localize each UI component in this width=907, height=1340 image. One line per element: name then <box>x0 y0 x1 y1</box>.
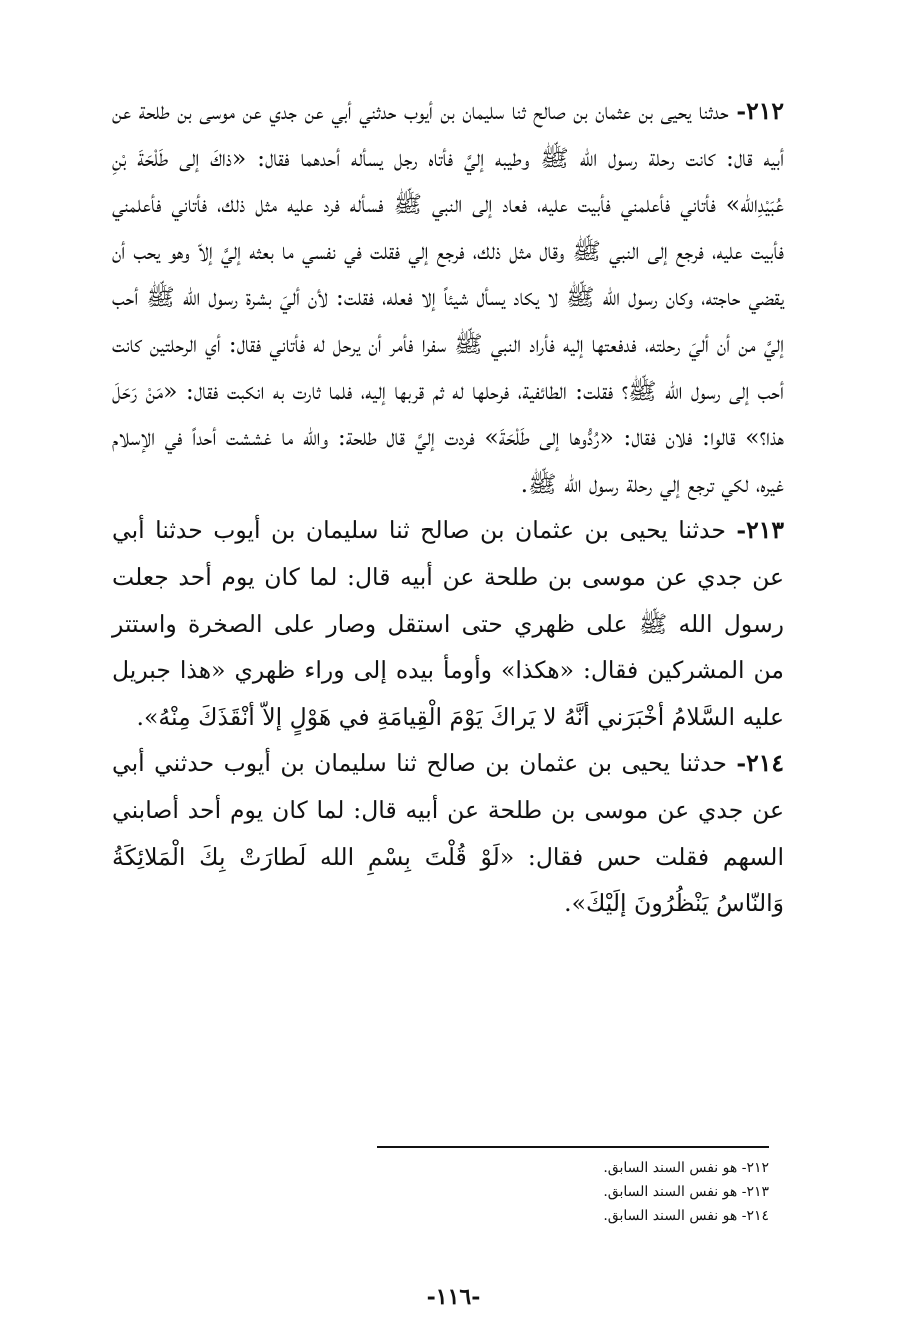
hadith-number: ٢١٣- <box>736 516 784 545</box>
footnotes <box>377 1156 769 1228</box>
main-text <box>112 88 784 927</box>
footnote-divider <box>377 1146 769 1148</box>
hadith-number: ٢١٤- <box>736 749 784 778</box>
footnote-213: ٢١٣- هو نفس السند السابق. <box>603 1184 769 1200</box>
footnote-212: ٢١٢- هو نفس السند السابق. <box>603 1160 769 1176</box>
hadith-214 <box>112 740 784 926</box>
hadith-text: حدثنا يحيى بن عثمان بن صالح ثنا سليمان بن أيوب حدثنا أبي عن جدي عن موسى بن طلحة عن أبيه قال: لما كان يوم أحد جعلت رسول الله ﷺ على ظهري حتى استقل وصار على الصخرة واستتر من المشركين فقال: «هكذا» وأومأ بيده إلى وراء ظهري «هذا جبريل عليه السَّلامُ أخْبَرَني أنَّهُ لا يَراكَ يَوْمَ الْقِيامَةِ في هَوْلٍ إلاّ أنْقَذَكَ مِنْهُ». <box>112 516 784 731</box>
page-number: -١١٦- <box>426 1284 481 1310</box>
hadith-213 <box>112 507 784 740</box>
hadith-text: حدثنا يحيى بن عثمان بن صالح ثنا سليمان بن أيوب حدثني أبي عن جدي عن موسى بن طلحة عن أبيه قال: لما كان يوم أحد أصابني السهم فقلت حس فقال: «لَوْ قُلْتَ بِسْمِ الله لَطارَتْ بِكَ الْمَلائِكَةُ وَالنّاسُ يَنْظُرُونَ إلَيْكَ». <box>112 749 784 918</box>
hadith-text: حدثنا يحيى بن عثمان بن صالح ثنا سليمان بن أيوب حدثني أبي عن جدي عن موسى بن طلحة عن أبيه قال: كانت رحلة رسول الله ﷺ وطيبه إليَّ فأتاه رجل يسأله أحدهما فقال: «ذاكَ إلى طَلْحَةَ بْنِ عُبَيْدِالله» فأتاني فأعلمني فأبيت عليه، فعاد إلى النبي ﷺ فسأله فرد عليه مثل ذلك، فأتاني فأعلمني فأبيت عليه، فرجع إلى النبي ﷺ وقال مثل ذلك، فرجع إلي فقلت في نفسي ما بعثه إليَّ إلاّ وهو يحب أن يقضي حاجته، وكان رسول الله ﷺ لا يكاد يسأل شيئاً إلا فعله، فقلت: لأن أليَ بشرة رسول الله ﷺ أحب إليَّ من أن أليَ رحلته، فدفعتها إليه فأراد النبي ﷺ سفرا فأمر أن يرحل له فأتاني فقال: أي الرحلتين كانت أحب إلى رسول الله ﷺ؟ فقلت: الطائفية، فرحلها له ثم قربها إليه، فلما ثارت به انكبت فقال: «مَنْ رَحَلَ هذا؟» قالوا: فلان فقال: «رُدُّوها إلى طَلْحَةَ» فردت إليَّ قال طلحة: والله ما غششت أحداً في الإسلام غيره، لكي ترجع إلي رحلة رسول الله ﷺ. <box>112 97 784 498</box>
hadith-212 <box>112 88 784 507</box>
hadith-number: ٢١٢- <box>736 97 784 125</box>
footnote-214: ٢١٤- هو نفس السند السابق. <box>603 1208 769 1224</box>
